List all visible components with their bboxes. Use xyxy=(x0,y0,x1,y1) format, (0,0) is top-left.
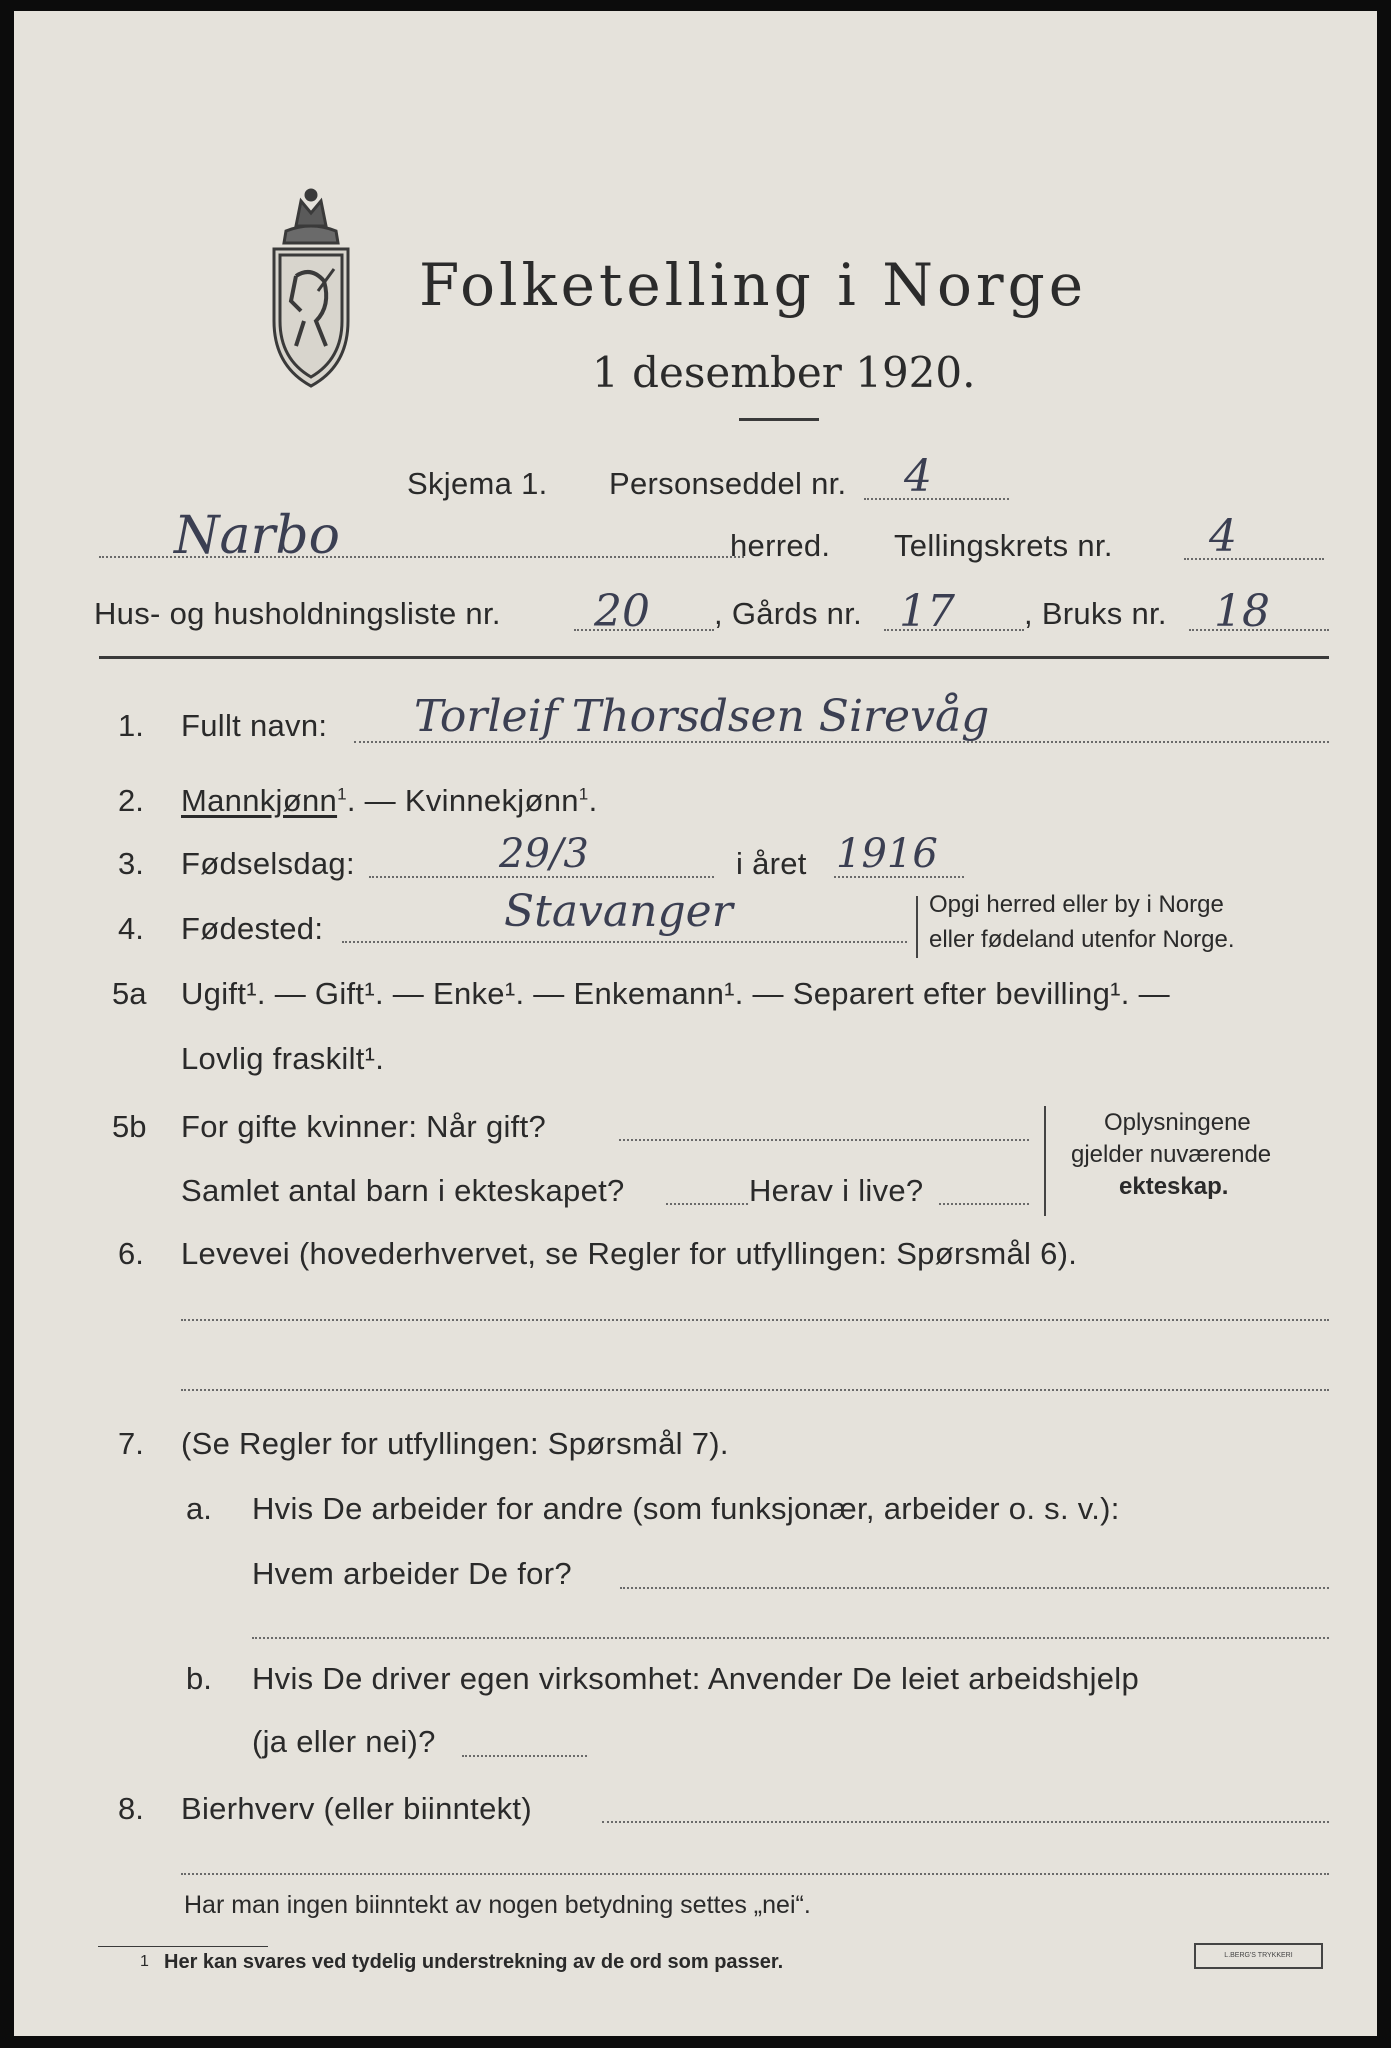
q4-label: Fødested: xyxy=(181,911,324,946)
q7b-letter: b. xyxy=(186,1661,212,1696)
q3-number: 3. xyxy=(118,846,144,881)
q5b-note-line2: gjelder nuværende xyxy=(1071,1141,1272,1168)
q5b-brace xyxy=(1044,1106,1050,1216)
q7-number: 7. xyxy=(118,1426,144,1461)
personseddel-value: 4 xyxy=(904,451,932,502)
personseddel-label: Personseddel nr. xyxy=(609,466,847,501)
q4-field[interactable] xyxy=(342,941,907,943)
footnote-text: Her kan svares ved tydelig understrekning av de ord som passer. xyxy=(164,1951,784,1973)
q8-field-1[interactable] xyxy=(602,1821,1329,1823)
herred-label: herred. xyxy=(730,528,831,563)
q7a-line2: Hvem arbeider De for? xyxy=(252,1556,572,1591)
gards-value: 17 xyxy=(899,586,955,637)
q3-label: Fødselsdag: xyxy=(181,846,355,881)
q1-number: 1. xyxy=(118,708,144,743)
tellingskrets-field[interactable] xyxy=(1184,558,1324,560)
q1-value: Torleif Thorsdsen Sirevåg xyxy=(414,691,990,742)
q8-number: 8. xyxy=(118,1791,144,1826)
q1-label: Fullt navn: xyxy=(181,708,328,743)
coat-of-arms-icon xyxy=(256,181,366,396)
q5a-line2[interactable]: Lovlig fraskilt¹. xyxy=(181,1041,385,1076)
q3-year-label: i året xyxy=(736,846,807,881)
footnote-mark: 1 xyxy=(140,1953,149,1970)
q7a-letter: a. xyxy=(186,1491,212,1526)
q5b-note-line3: ekteskap. xyxy=(1119,1173,1229,1200)
q2-number: 2. xyxy=(118,783,144,818)
q5b-line1: For gifte kvinner: Når gift? xyxy=(181,1109,547,1144)
q2-kvinne-option[interactable]: . — Kvinnekjønn xyxy=(346,783,579,818)
tellingskrets-value: 4 xyxy=(1209,511,1237,562)
skjema-label: Skjema 1. xyxy=(407,466,548,501)
q2-mann-option[interactable]: Mannkjønn xyxy=(181,783,338,818)
q5b-line2: Samlet antal barn i ekteskapet? xyxy=(181,1173,625,1208)
q7a-field-1[interactable] xyxy=(620,1587,1329,1589)
personseddel-field[interactable] xyxy=(864,498,1009,500)
q5b-children-field[interactable] xyxy=(666,1203,748,1205)
bruks-value: 18 xyxy=(1214,586,1270,637)
q4-note-line2: eller fødeland utenfor Norge. xyxy=(929,926,1235,953)
q4-number: 4. xyxy=(118,911,144,946)
q4-value: Stavanger xyxy=(504,886,733,937)
q6-field-2[interactable] xyxy=(181,1389,1329,1391)
header-rule xyxy=(99,656,1329,659)
tellingskrets-label: Tellingskrets nr. xyxy=(894,528,1113,563)
q2-options: Mannkjønn$^1$. — Kvinnekjønn$^1$. xyxy=(181,783,598,818)
census-form xyxy=(14,11,1377,2036)
printer-stamp: L.BERG'S TRYKKERI xyxy=(1194,1943,1323,1969)
q5b-note-line1: Oplysningene xyxy=(1104,1109,1251,1136)
q3-value: 29/3 xyxy=(499,831,589,877)
gards-label: , Gårds nr. xyxy=(714,596,863,631)
q3-year-value: 1916 xyxy=(836,831,938,877)
q5a-number: 5a xyxy=(112,976,147,1011)
q4-brace xyxy=(916,896,922,958)
form-date: 1 desember 1920. xyxy=(592,348,976,397)
q7a-line1: Hvis De arbeider for andre (som funksjonær, arbeider o. s. v.): xyxy=(252,1491,1120,1526)
form-title: Folketelling i Norge xyxy=(419,251,1088,319)
q7a-field-2[interactable] xyxy=(252,1637,1329,1639)
q6-field-1[interactable] xyxy=(181,1319,1329,1321)
q6-number: 6. xyxy=(118,1236,144,1271)
q7b-field[interactable] xyxy=(462,1755,587,1757)
q7-label: (Se Regler for utfyllingen: Spørsmål 7). xyxy=(181,1426,729,1461)
footnote-rule xyxy=(98,1946,268,1947)
hus-value: 20 xyxy=(594,586,650,637)
q5b-number: 5b xyxy=(112,1109,147,1144)
bruks-label: , Bruks nr. xyxy=(1024,596,1167,631)
hus-label: Hus- og husholdningsliste nr. xyxy=(94,596,501,631)
q7b-line2: (ja eller nei)? xyxy=(252,1724,436,1759)
q5b-herav-label: Herav i live? xyxy=(749,1173,924,1208)
q8-note: Har man ingen biinntekt av nogen betydning settes „nei“. xyxy=(184,1891,811,1919)
q8-field-2[interactable] xyxy=(181,1873,1329,1875)
q4-note-line1: Opgi herred eller by i Norge xyxy=(929,891,1224,918)
q6-label: Levevei (hovederhvervet, se Regler for utfyllingen: Spørsmål 6). xyxy=(181,1236,1078,1271)
q7b-line1: Hvis De driver egen virksomhet: Anvender De leiet arbeidshjelp xyxy=(252,1661,1140,1696)
title-divider xyxy=(739,418,819,421)
q5b-married-field[interactable] xyxy=(619,1139,1029,1141)
q5a-line1[interactable]: Ugift¹. — Gift¹. — Enke¹. — Enkemann¹. — Separert efter bevilling¹. — xyxy=(181,976,1170,1011)
q8-label: Bierhverv (eller biinntekt) xyxy=(181,1791,532,1826)
herred-value: Narbo xyxy=(174,506,340,566)
q5b-living-field[interactable] xyxy=(939,1203,1029,1205)
